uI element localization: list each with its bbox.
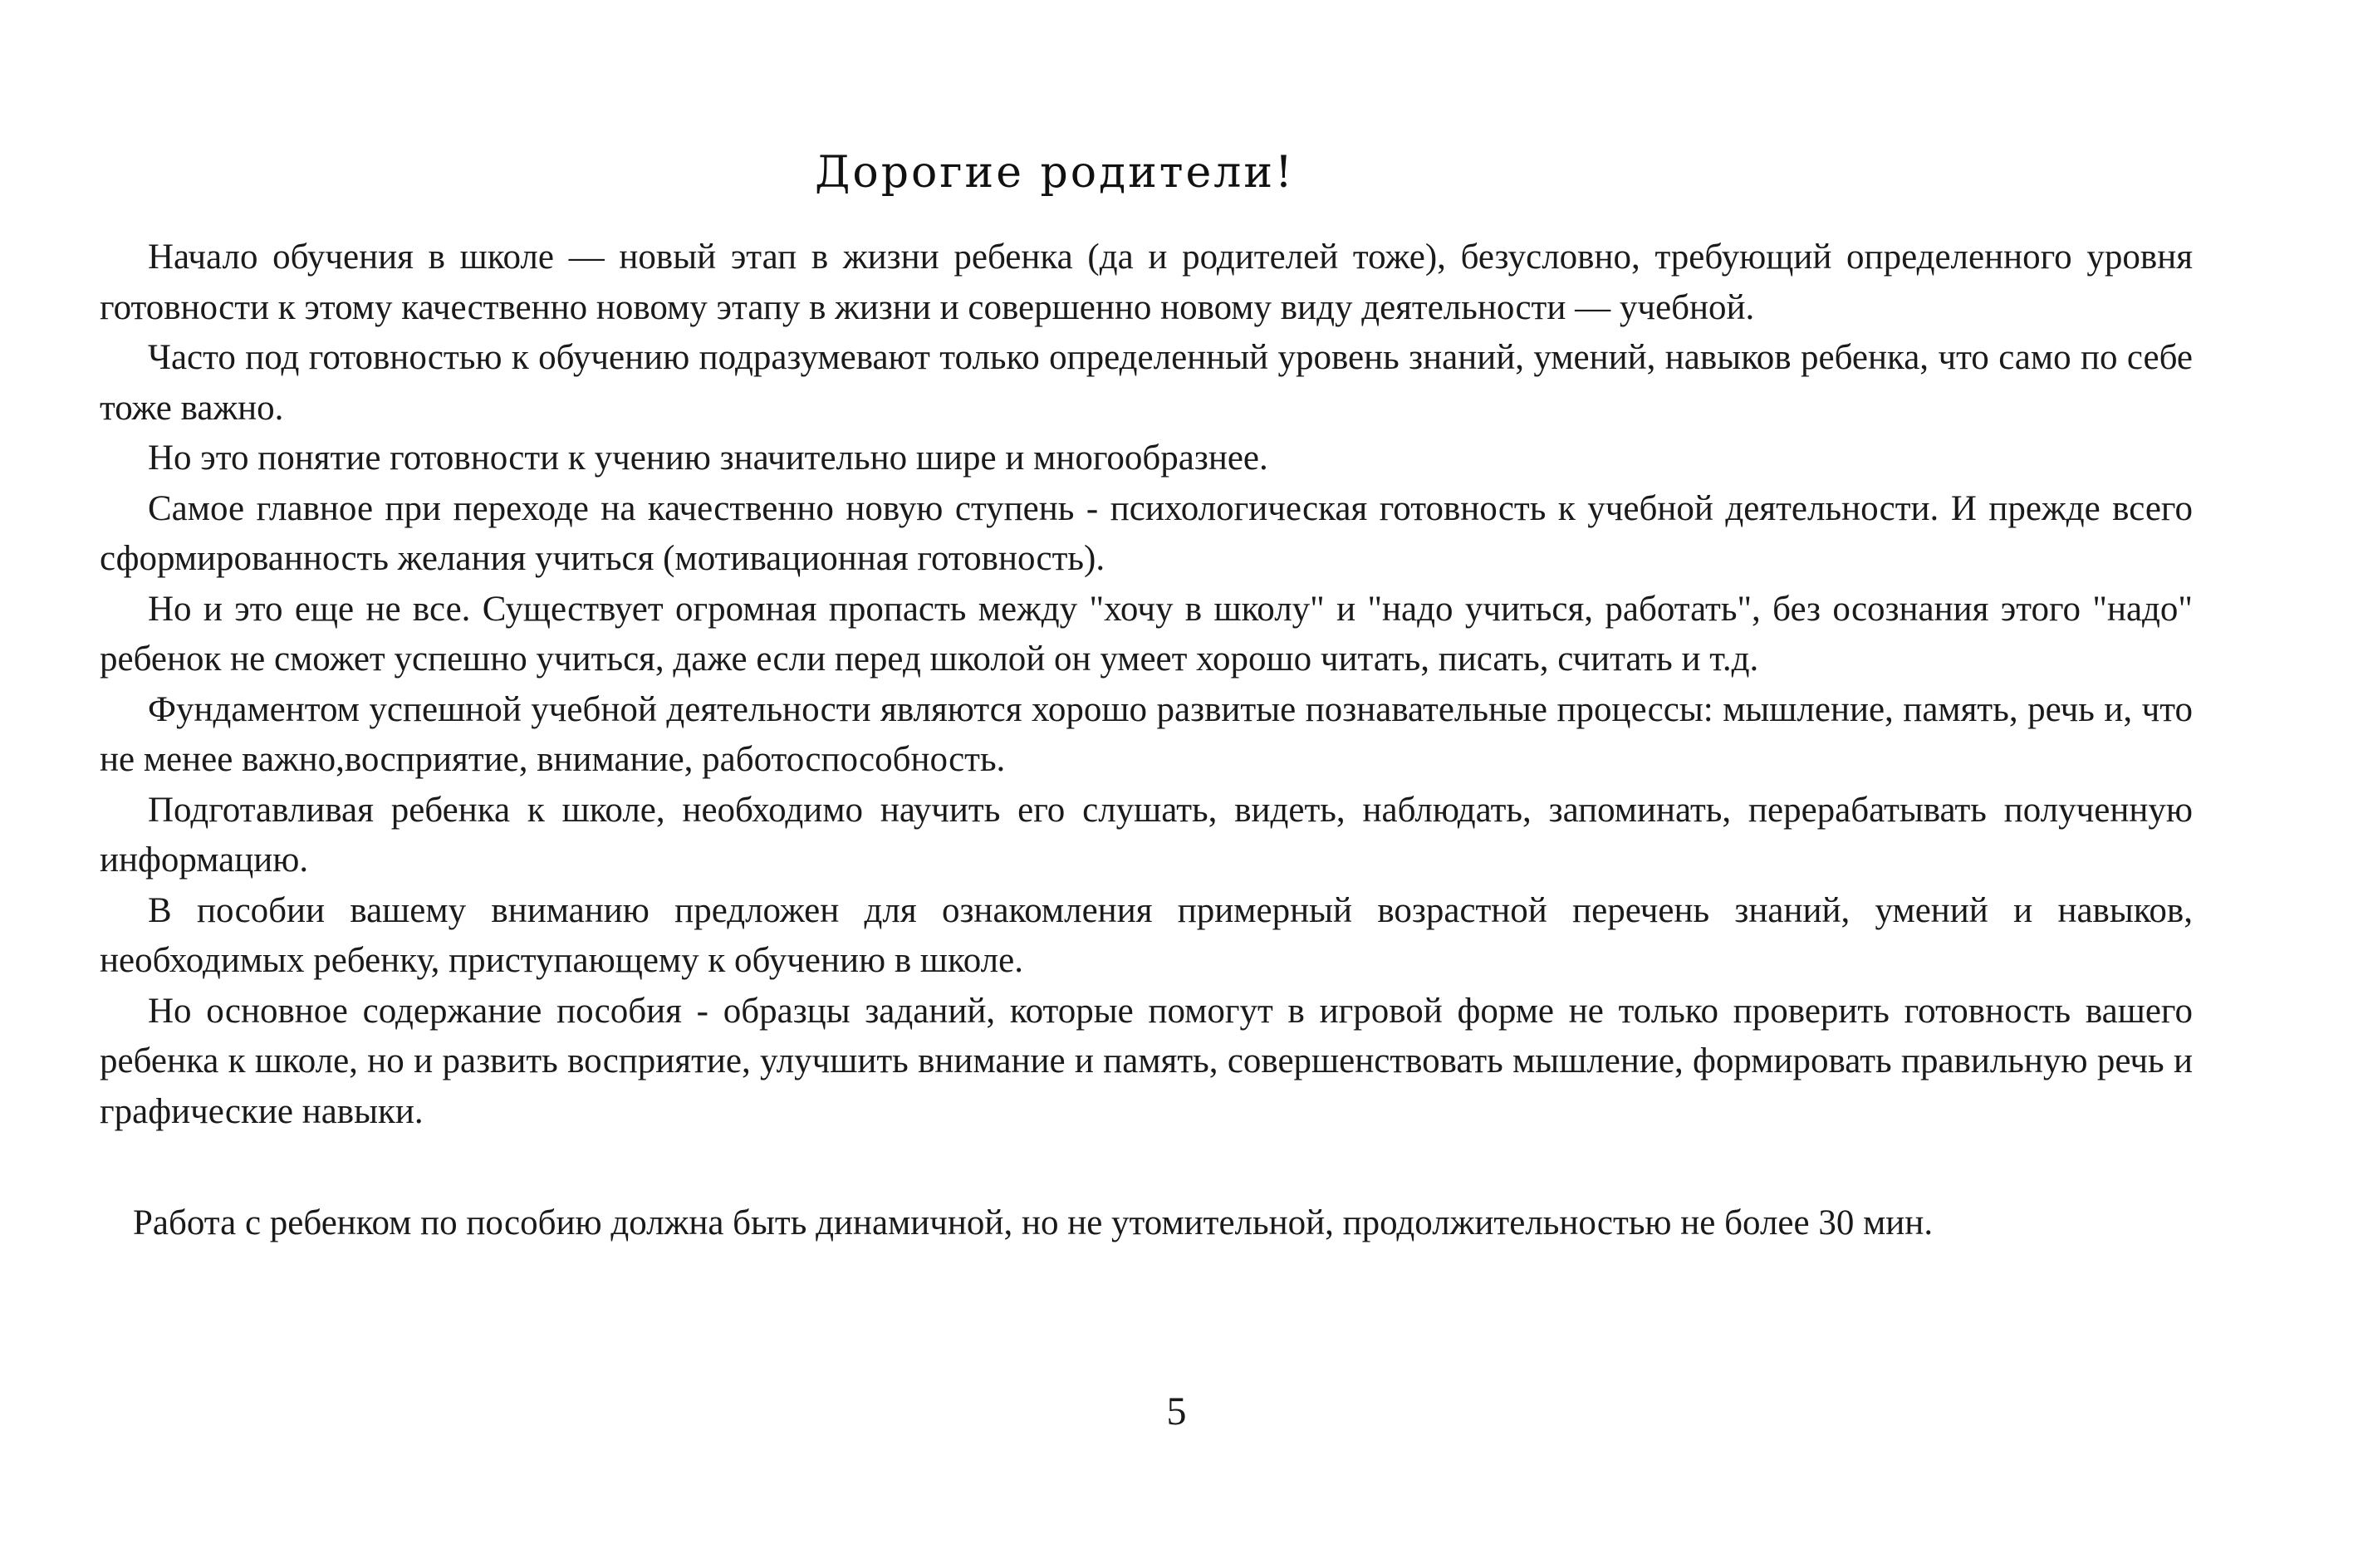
paragraph-skills-list: В пособии вашему вниманию предложен для ознакомления примерный возрастной перечень знаний, умений и навыков, необходимых ребенку, приступающему к обучению в школе. [100, 890, 2193, 980]
page-number: 5 [1166, 1389, 1187, 1433]
paragraph-preparing-child: Подготавливая ребенка к школе, необходимо научить его слушать, видеть, наблюдать, запоминать, перерабатывать полученную информацию. [100, 790, 2193, 880]
page-title: Дорогие родители! [815, 148, 1295, 198]
paragraph-readiness-broader: Но это понятие готовности к учению значительно шире и многообразнее. [148, 439, 1268, 478]
paragraph-readiness-knowledge: Часто под готовностью к обучению подразумевают только определенный уровень знаний, умений, навыков ребенка, что само по себе тоже важно. [100, 338, 2193, 428]
paragraph-main-content: Но основное содержание пособия - образцы заданий, которые помогут в игровой форме не только проверить готовность вашего ребенка к школе, но и развить восприятие, улучшить внимание и память, совершенствовать мышление, формировать правильную речь и графические навыки. [100, 991, 2193, 1131]
paragraph-cognitive-processes: Фундаментом успешной учебной деятельности являются хорошо развитые познавательные процессы: мышление, память, речь и, что не менее важно,восприятие, внимание, работоспособность. [100, 689, 2193, 779]
paragraph-want-vs-need: Но и это еще не все. Существует огромная пропасть между "хочу в школу" и "надо учиться, работать", без осознания этого "надо" ребенок не сможет успешно учиться, даже если перед школой он умеет хорошо читать, писать, считать и т.д. [100, 589, 2193, 679]
paragraph-school-start: Начало обучения в школе — новый этап в жизни ребенка (да и родителей тоже), безусловно, требующий определенного уровня готовности к этому качественно новому этапу в жизни и совершенно новому виду деятельности — учебной. [100, 238, 2193, 327]
closing-paragraph: Работа с ребенком по пособию должна быть динамичной, но не утомительной, продолжительностью не более 30 мин. [133, 1203, 1934, 1242]
paragraph-psychological-readiness: Самое главное при переходе на качественно новую ступень - психологическая готовность к учебной деятельности. И прежде всего сформированность желания учиться (мотивационная готовность). [100, 488, 2193, 578]
body-text [100, 233, 2193, 1137]
